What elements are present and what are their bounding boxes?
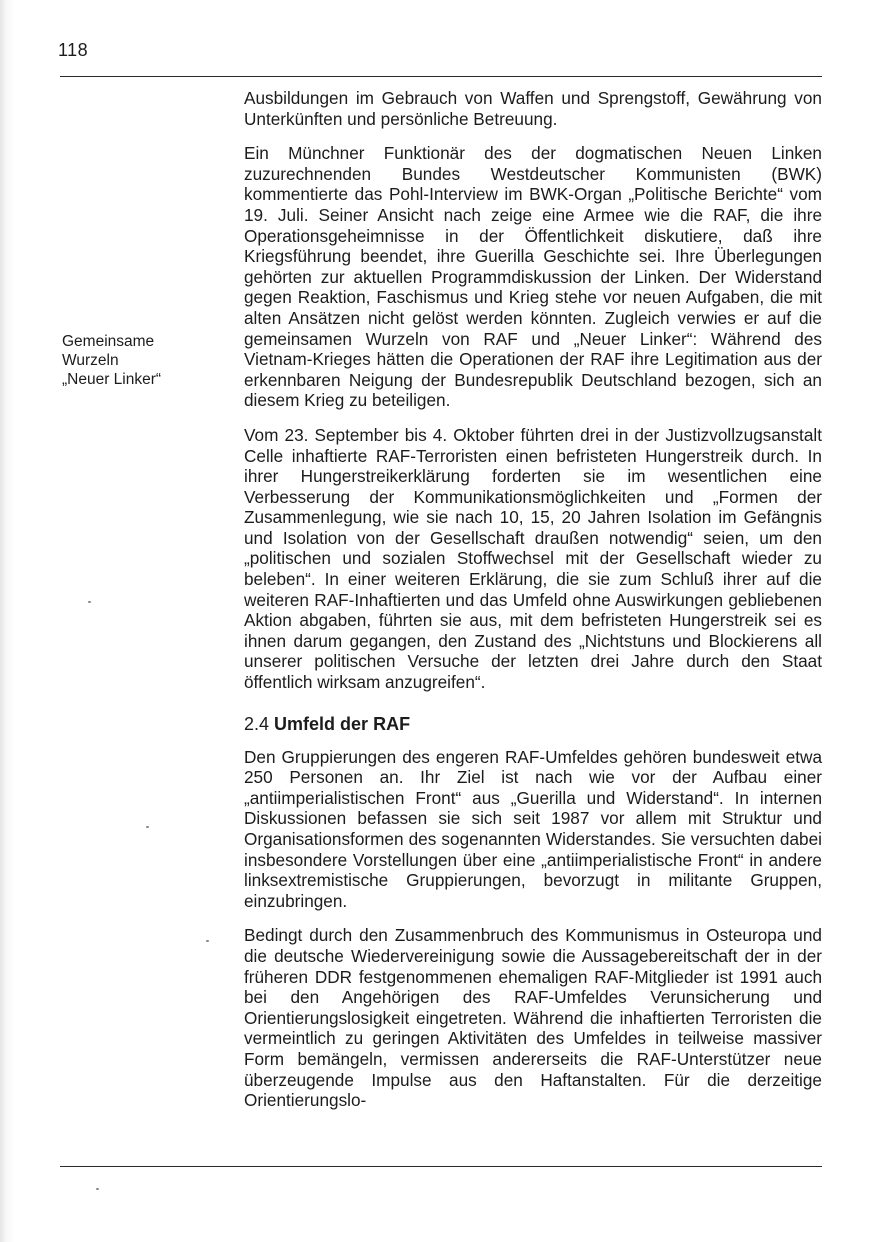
margin-note-line: Gemeinsame bbox=[62, 333, 155, 350]
margin-note-line: „Neuer Linker“ bbox=[62, 371, 162, 388]
section-heading bbox=[244, 713, 822, 735]
footer-rule bbox=[60, 1166, 822, 1167]
paragraph: Ein Münchner Funktionär des der dogmatischen Neuen Linken zuzurechnenden Bundes Westdeutscher Kommunisten (BWK) kommentierte das Pohl-Interview im BWK-Organ „Politische Berichte“ vom 19. Juli. Seiner Ansicht nach zeige eine Armee wie die RAF, die ihre Operationsgeheimnisse in der Öffentlichkeit diskutiere, daß ihre Kriegsführung beendet, ihre Guerilla Geschichte sei. Ihre Überlegungen gehörten zur aktuellen Programmdiskussion der Linken. Der Widerstand gegen Reaktion, Faschismus und Krieg stehe vor neuen Aufgaben, die mit alten Ansätzen nicht gelöst werden könnten. Zugleich verwies er auf die gemeinsamen Wurzeln von RAF und „Neuer Linker“: Während des Vietnam-Krieges hätten die Operationen der RAF ihre Legitimation aus der erkennbaren Neigung der Bundesrepublik Deutschland bezogen, sich an diesem Krieg zu beteiligen. bbox=[244, 143, 822, 411]
section-number: 2.4 bbox=[244, 713, 270, 734]
scan-speck bbox=[88, 601, 91, 603]
paragraph: Vom 23. September bis 4. Oktober führten drei in der Justizvollzugsanstalt Celle inhaftierte RAF-Terroristen einen befristeten Hungerstreik durch. In ihrer Hungerstreikerklärung forderten sie im wesentlichen eine Verbesserung der Kommunikationsmöglichkeiten und „Formen der Zusammenlegung, wie sie nach 10, 15, 20 Jahren Isolation im Gefängnis und Isolation von der Gesellschaft draußen notwendig“ seien, um den „politischen und sozialen Stoffwechsel mit der Gesellschaft wieder zu beleben“. In einer weiteren Erklärung, die sie zum Schluß ihrer auf die weiteren RAF-Inhaftierten und das Umfeld ohne Auswirkungen gebliebenen Aktion abgaben, führten sie aus, mit dem befristeten Hungerstreik sei es ihnen darum gegangen, den Zustand des „Nichtstuns und Blockierens all unserer politischen Versuche der letzten drei Jahre durch den Staat öffentlich wirksam anzugreifen“. bbox=[244, 424, 822, 693]
paragraph: Ausbildungen im Gebrauch von Waffen und Sprengstoff, Gewährung von Unterkünften und persönliche Betreuung. bbox=[244, 88, 822, 129]
scan-speck bbox=[206, 940, 209, 942]
page-number: 118 bbox=[58, 40, 89, 60]
paragraph: Den Gruppierungen des engeren RAF-Umfeldes gehören bundesweit etwa 250 Personen an. Ihr Ziel ist nach wie vor der Aufbau einer „antiimperialistischen Front“ aus „Guerilla und Widerstand“. In internen Diskussionen befassen sie sich seit 1987 vor allem mit Struktur und Organisationsformen des sogenannten Widerstandes. Sie versuchten dabei insbesondere Vorstellungen über eine „antiimperialistische Front“ in andere linksextremistische Gruppierungen, bevorzugt in militante Gruppen, einzubringen. bbox=[244, 746, 822, 911]
body-text bbox=[244, 88, 822, 1125]
section-title: Umfeld der RAF bbox=[274, 713, 411, 734]
header-rule bbox=[60, 76, 822, 77]
margin-note-line: Wurzeln bbox=[62, 352, 119, 369]
paragraph: Bedingt durch den Zusammenbruch des Kommunismus in Osteuropa und die deutsche Wiedervereinigung sowie die Aussagebereitschaft der in der früheren DDR festgenommenen ehemaligen RAF-Mitglieder ist 1991 auch bei den Angehörigen des RAF-Umfeldes Verunsicherung und Orientierungslosigkeit eingetreten. Während die inhaftierten Terroristen die vermeintlich zu geringen Aktivitäten des Umfeldes in teilweise massiver Form bemängeln, vermissen andererseits die RAF-Unterstützer neue überzeugende Impulse aus den Haftanstalten. Für die derzeitige Orientierungslo- bbox=[244, 925, 822, 1111]
scan-speck bbox=[146, 826, 149, 828]
scan-speck bbox=[96, 1188, 99, 1190]
margin-note bbox=[62, 332, 232, 389]
